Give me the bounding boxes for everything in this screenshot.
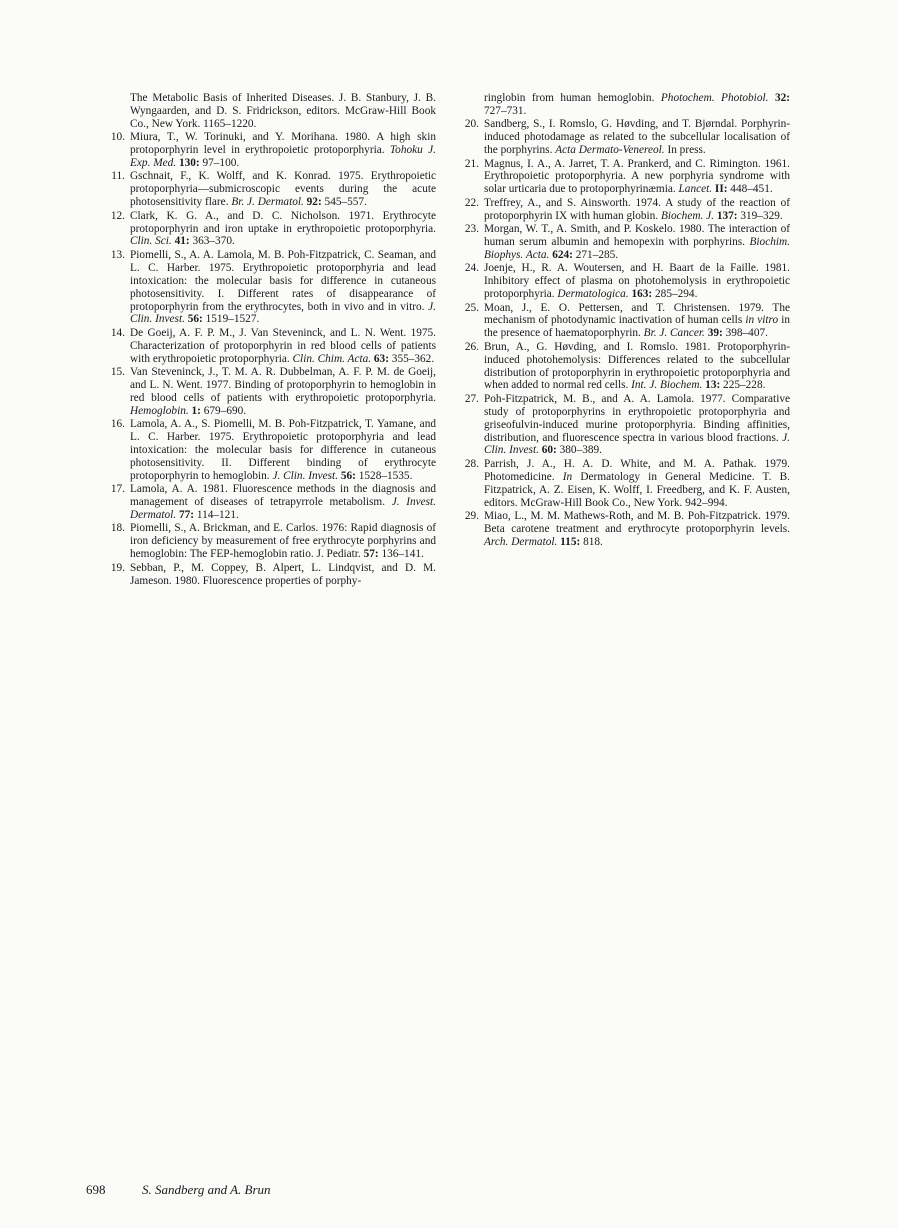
reference-number: 26. xyxy=(464,340,479,353)
reference-column-right xyxy=(464,92,790,588)
reference-number: 14. xyxy=(110,326,125,339)
reference-text: Parrish, J. A., H. A. D. White, and M. A. Pathak. 1979. Photomedicine. In Dermatology in General Medicine. T. B. Fitzpatrick, A. Z. Eisen, K. Wolff, I. Freedberg, and K. F. Austen, editors. McGraw-Hill Book Co., New York. 942–994. xyxy=(484,457,790,509)
reference-number: 11. xyxy=(111,170,125,183)
reference-number: 19. xyxy=(110,561,125,574)
reference-text: Poh-Fitzpatrick, M. B., and A. A. Lamola. 1977. Comparative study of protoporphyrins in erythropoietic protoporphyria and griseofulvin-induced murine protoporphyria. Binding affinities, distribution, and fluorescence spectra in various blood fractions. J. Clin. Invest. 60: 380–389. xyxy=(484,392,790,457)
reference-number: 17. xyxy=(110,483,125,496)
reference-entry xyxy=(464,158,790,197)
reference-text: Brun, A., G. Høvding, and I. Romslo. 1981. Protoporphyrin-induced photohemolysis: Differences related to the subcellular distribution of protoporphyrin in erythropoietic protoporphyria and when added to normal red cells. Int. J. Biochem. 13: 225–228. xyxy=(484,340,790,392)
reference-entry xyxy=(110,170,436,209)
reference-number: 18. xyxy=(110,522,125,535)
reference-number: 24. xyxy=(464,262,479,275)
reference-entry xyxy=(464,302,790,341)
reference-number: 15. xyxy=(110,366,125,379)
reference-entry xyxy=(464,92,790,118)
reference-entry xyxy=(110,418,436,483)
reference-entry xyxy=(464,510,790,549)
reference-text: Lamola, A. A., S. Piomelli, M. B. Poh-Fitzpatrick, T. Yamane, and L. C. Harber. 1975. Erythropoietic protoporphyria and lead intoxication: the molecular basis for difference in cutaneous photosensitivity. II. Different binding of erythrocyte protoporphyrin to hemoglobin. J. Clin. Invest. 56: 1528–1535. xyxy=(130,418,436,482)
reference-number: 12. xyxy=(110,209,125,222)
reference-text: Miao, L., M. M. Mathews-Roth, and M. B. Poh-Fitzpatrick. 1979. Beta carotene treatment and erythrocyte protoporphyrin levels. Arch. Dermatol. 115: 818. xyxy=(484,510,790,548)
reference-number: 10. xyxy=(110,131,125,144)
page-number: 698 xyxy=(86,1182,106,1197)
reference-text: Morgan, W. T., A. Smith, and P. Koskelo. 1980. The interaction of human serum albumin and hemopexin with porphyrins. Biochim. Biophys. Acta. 624: 271–285. xyxy=(484,223,790,261)
reference-entry xyxy=(110,562,436,588)
reference-column-left xyxy=(110,92,436,588)
reference-entry xyxy=(464,458,790,510)
reference-text: Piomelli, S., A. A. Lamola, M. B. Poh-Fitzpatrick, C. Seaman, and L. C. Harber. 1975. Erythropoietic protoporphyria and lead intoxication: the molecular basis for difference in cutaneous photosensitivity. I. Different rates of disappearance of protoporphyrin from the erythrocytes, both in vivo and in vitro. J. Clin. Invest. 56: 1519–1527. xyxy=(130,248,436,326)
reference-text: ringlobin from human hemoglobin. Photochem. Photobiol. 32: 727–731. xyxy=(484,92,790,117)
reference-number: 23. xyxy=(464,223,479,236)
reference-text: Lamola, A. A. 1981. Fluorescence methods in the diagnosis and management of diseases of tetrapyrrole metabolism. J. Invest. Dermatol. 77: 114–121. xyxy=(130,483,436,521)
reference-entry xyxy=(464,223,790,262)
reference-text: Magnus, I. A., A. Jarret, T. A. Prankerd, and C. Rimington. 1961. Erythropoietic protoporphyria. A new porphyria syndrome with solar urticaria due to protoporphyrinæmia. Lancet. II: 448–451. xyxy=(484,157,790,196)
reference-text: Joenje, H., R. A. Woutersen, and H. Baart de la Faille. 1981. Inhibitory effect of plasma on photohemolysis in erythropoietic protoporphyria. Dermatologica. 163: 285–294. xyxy=(484,262,790,301)
reference-text: Piomelli, S., A. Brickman, and E. Carlos. 1976: Rapid diagnosis of iron deficiency by measurement of free erythrocyte porphyrins and hemoglobin: The FEP-hemoglobin ratio. J. Pediatr. 57: 136–141. xyxy=(130,522,436,561)
reference-columns xyxy=(110,92,790,588)
reference-entry xyxy=(110,131,436,170)
reference-number: 13. xyxy=(110,248,125,261)
reference-entry xyxy=(110,327,436,366)
reference-text: Gschnait, F., K. Wolff, and K. Konrad. 1975. Erythropoietic protoporphyria—submicroscopic events during the acute photosensitivity flare. Br. J. Dermatol. 92: 545–557. xyxy=(130,170,436,209)
reference-entry xyxy=(110,483,436,522)
reference-number: 22. xyxy=(464,196,479,209)
reference-number: 27. xyxy=(464,392,479,405)
reference-entry xyxy=(464,262,790,301)
reference-number xyxy=(110,92,130,131)
reference-text: De Goeij, A. F. P. M., J. Van Steveninck, and L. N. Went. 1975. Characterization of protoporphyrin in red blood cells of patients with erythropoietic protoporphyria. Clin. Chim. Acta. 63: 355–362. xyxy=(130,326,436,365)
reference-text: Treffrey, A., and S. Ainsworth. 1974. A study of the reaction of protoporphyrin IX with human globin. Biochem. J. 137: 319–329. xyxy=(484,196,790,222)
reference-number: 16. xyxy=(110,418,125,431)
reference-text: Clark, K. G. A., and D. C. Nicholson. 1971. Erythrocyte protoporphyrin and iron uptake in erythropoietic protoporphyria. Clin. Sci. 41: 363–370. xyxy=(130,209,436,248)
page-footer xyxy=(86,1182,271,1198)
reference-number: 28. xyxy=(464,457,479,470)
reference-entry xyxy=(464,197,790,223)
reference-text: Sandberg, S., I. Romslo, G. Høvding, and T. Bjørndal. Porphyrin-induced photodamage as related to the subcellular localisation of the porphyrins. Acta Dermato-Venereol. In press. xyxy=(484,118,790,157)
reference-entry xyxy=(464,393,790,458)
reference-number xyxy=(464,92,484,118)
reference-entry xyxy=(110,366,436,418)
reference-entry xyxy=(110,210,436,249)
reference-entry xyxy=(110,249,436,326)
reference-entry xyxy=(464,341,790,393)
reference-text: Sebban, P., M. Coppey, B. Alpert, L. Lindqvist, and D. M. Jameson. 1980. Fluorescence properties of porphy- xyxy=(130,561,436,587)
reference-number: 25. xyxy=(464,301,479,314)
reference-text: Moan, J., E. O. Pettersen, and T. Christensen. 1979. The mechanism of photodynamic inactivation of human cells in vitro in the presence of haematoporphyrin. Br. J. Cancer. 39: 398–407. xyxy=(484,301,790,340)
reference-number: 20. xyxy=(464,118,479,131)
reference-entry xyxy=(464,118,790,157)
reference-text: Miura, T., W. Torinuki, and Y. Morihana. 1980. A high skin protoporphyrin level in erythropoietic protoporphyria. Tohoku J. Exp. Med. 130: 97–100. xyxy=(130,131,436,170)
reference-entry xyxy=(110,92,436,131)
reference-text: Van Steveninck, J., T. M. A. R. Dubbelman, A. F. P. M. de Goeij, and L. N. Went. 1977. Binding of protoporphyrin to hemoglobin in red blood cells of patients with erythropoietic protoporphyria. Hemoglobin. 1: 679–690. xyxy=(130,366,436,417)
reference-text: The Metabolic Basis of Inherited Diseases. J. B. Stanbury, J. B. Wyngaarden, and D. S. Fridrickson, editors. McGraw-Hill Book Co., New York. 1165–1220. xyxy=(130,92,436,130)
reference-number: 21. xyxy=(464,157,479,170)
running-authors: S. Sandberg and A. Brun xyxy=(142,1182,271,1197)
reference-number: 29. xyxy=(464,510,479,522)
reference-entry xyxy=(110,522,436,561)
